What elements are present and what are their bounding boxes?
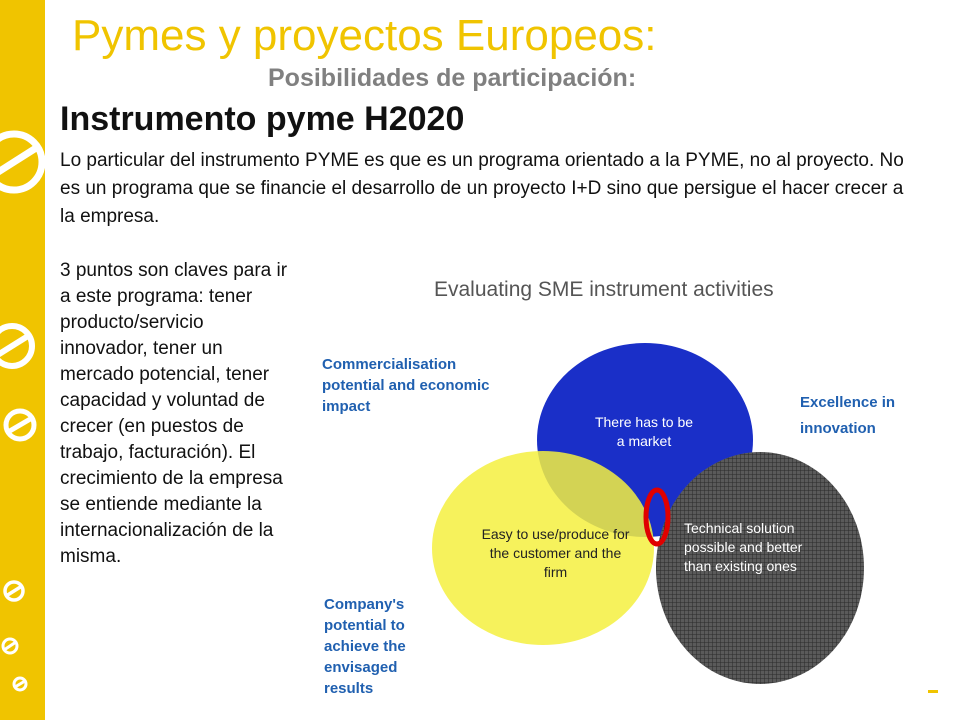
circle-logo-icon [0,316,45,376]
circle-logo-icon [0,400,45,450]
slide-title: Pymes y proyectos Europeos: [72,11,657,60]
circle-market-text: There has to be a market [594,414,694,449]
sidebar-bar [0,0,45,720]
diagram-title: Evaluating SME instrument activities [434,278,774,301]
intro-paragraph: Lo particular del instrumento PYME es que es un programa orientado a la PYME, no al proyecto. No es un programa que se financie el desarrollo de un proyecto I+D sino que persigue el hacer crecer a la empresa. [60,150,904,227]
corner-mark [928,690,938,693]
circle-technical-text: Technical solution possible and better than existing ones [684,520,803,574]
section-heading: Instrumento pyme H2020 [60,100,465,138]
label-excellence-line2: innovation [800,420,876,437]
circle-customer-text: Easy to use/produce for the customer and the firm [481,526,630,580]
slide-subtitle: Posibilidades de participación: [268,64,637,92]
label-commercialisation: Commercialisation potential and economic impact [322,356,490,415]
circle-logo-icon [0,122,45,202]
label-excellence-line1: Excellence in [800,394,896,411]
circle-logo-icon [0,670,45,698]
key-points-paragraph: 3 puntos son claves para ir a este programa: tener producto/servicio innovador, tener un mercado potencial, tener capacidad y voluntad de crecer (en puestos de trabajo, facturación). El crecimiento de la empresa se entiende mediante la internacionalización de la misma. [60,260,288,567]
circle-logo-icon [0,574,45,608]
label-company-potential: Company's potential to achieve the envisaged results [324,596,406,697]
circle-logo-icon [0,632,45,660]
